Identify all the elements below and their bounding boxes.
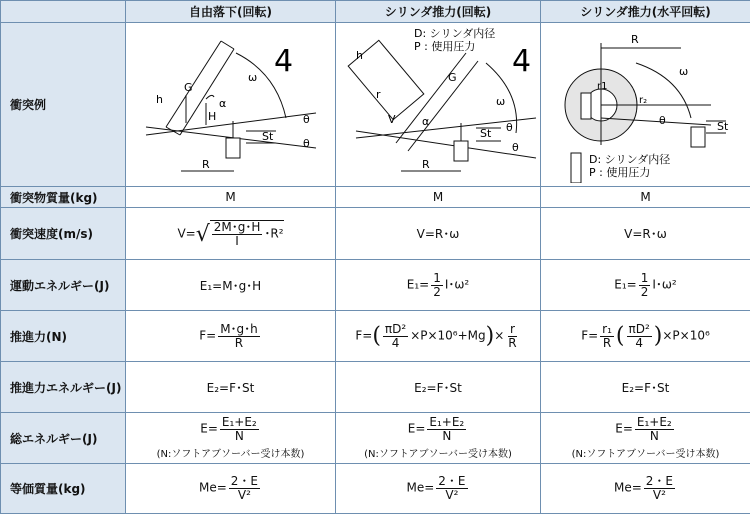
- equiv-mass-1: Me= $\frac{2・E}{\text{V²}}$: [126, 464, 336, 514]
- total-energy-label: 総エネルギー(J): [1, 413, 126, 464]
- equiv-mass-row: [1, 464, 750, 514]
- num-label: 4: [274, 44, 293, 79]
- mass-row: [1, 187, 750, 208]
- r-label-3: R: [631, 33, 639, 46]
- thrust-label: 推進力(N): [1, 311, 126, 362]
- thrust-row: [1, 311, 750, 362]
- r2-label: r₂: [639, 95, 647, 106]
- omega-label-2: ω: [496, 95, 505, 108]
- velocity-2: V=R･ω: [336, 208, 541, 260]
- velocity-3: V=R･ω: [541, 208, 750, 260]
- total-energy-3: E= $\frac{\text{E₁+E₂}}{N}$ (N:ソフトアブソーバー受け本数): [541, 413, 750, 464]
- equiv-mass-label: 等価質量(kg): [1, 464, 126, 514]
- legend-d-2: D: シリンダ内径: [589, 152, 670, 166]
- mass-1: M: [126, 187, 336, 208]
- g-label: G: [184, 81, 193, 94]
- equiv-mass-2: Me= $\frac{2・E}{\text{V²}}$: [336, 464, 541, 514]
- header-row: [1, 1, 750, 23]
- st-label-2: St: [480, 127, 492, 140]
- theta-label-3: θ: [506, 121, 513, 134]
- r1-label: r1: [597, 81, 607, 92]
- total-energy-row: [1, 413, 750, 464]
- omega-label: ω: [248, 71, 257, 84]
- mass-2: M: [336, 187, 541, 208]
- free-fall-diagram: [126, 23, 335, 183]
- g-label-2: G: [448, 71, 457, 84]
- h-label: h: [156, 93, 163, 106]
- header-cylinder-rotation: シリンダ推力(回転): [336, 1, 541, 23]
- diagram-cylinder-rotation: [336, 23, 541, 187]
- v-frac: $\frac{2M･g･H}{I}$: [212, 221, 263, 247]
- theta-label-1: θ: [303, 113, 310, 126]
- cylinder-rotation-diagram: [336, 23, 540, 183]
- example-label: 衝突例: [1, 23, 126, 187]
- st-label: St: [262, 130, 274, 143]
- r-label: R: [202, 158, 210, 171]
- thrust-energy-1: E₂=F･St: [126, 362, 336, 413]
- num-label-2: 4: [512, 44, 531, 79]
- total-energy-1: E= $\frac{\text{E₁+E₂}}{N}$ (N:ソフトアブソーバー受け本数): [126, 413, 336, 464]
- kinetic-3: E₁= $\frac{1}{2}$ I･ω²: [541, 260, 750, 311]
- h-label-2: h: [356, 49, 363, 62]
- velocity-1: [126, 208, 336, 260]
- velocity-label: 衝突速度(m/s): [1, 208, 126, 260]
- theta-label-5: θ: [659, 114, 666, 127]
- header-blank: [1, 1, 126, 23]
- legend-p-2: P : 使用圧力: [589, 165, 650, 179]
- thrust-1: F= $\frac{M･g･h}{R}$: [126, 311, 336, 362]
- diagram-free-fall: [126, 23, 336, 187]
- v-lhs: V=: [177, 227, 195, 241]
- alpha-label-2: α: [422, 115, 429, 128]
- velocity-row: [1, 208, 750, 260]
- legend-p: P : 使用圧力: [414, 39, 475, 53]
- thrust-energy-row: [1, 362, 750, 413]
- sqrt-sign: √: [196, 222, 210, 247]
- mass-label: 衝突物質量(kg): [1, 187, 126, 208]
- mass-3: M: [541, 187, 750, 208]
- kinetic-1: E₁=M･g･H: [126, 260, 336, 311]
- st-label-3: St: [717, 120, 729, 133]
- diagram-cylinder-horizontal: [541, 23, 750, 187]
- theta-label-2: θ: [303, 137, 310, 150]
- small-r-label: r: [376, 88, 381, 101]
- header-cylinder-horizontal: シリンダ推力(水平回転): [541, 1, 750, 23]
- thrust-energy-label: 推進力エネルギー(J): [1, 362, 126, 413]
- cylinder-horizontal-diagram: [541, 23, 750, 183]
- header-free-fall: 自由落下(回転): [126, 1, 336, 23]
- thrust-2: F=( $\frac{\text{πD²}}{4}$ ×P×10⁶+Mg)× $\frac{r}{R}$: [336, 311, 541, 362]
- thrust-energy-3: E₂=F･St: [541, 362, 750, 413]
- sqrt-body: $\frac{2M･g･H}{I}$ ･R²: [210, 220, 284, 247]
- example-row: [1, 23, 750, 187]
- legend-d: D: シリンダ内径: [414, 26, 495, 40]
- theta-label-4: θ: [512, 141, 519, 154]
- omega-label-3: ω: [679, 65, 688, 78]
- kinetic-2: E₁= $\frac{1}{2}$ I･ω²: [336, 260, 541, 311]
- kinetic-label: 運動エネルギー(J): [1, 260, 126, 311]
- big-h-label: H: [208, 110, 216, 123]
- thrust-energy-2: E₂=F･St: [336, 362, 541, 413]
- r-label-2: R: [422, 158, 430, 171]
- total-energy-2: E= $\frac{\text{E₁+E₂}}{N}$ (N:ソフトアブソーバー受け本数): [336, 413, 541, 464]
- thrust-3: F= $\frac{\text{r₁}}{R}$ ( $\frac{\text{πD²}}{4}$ )×P×10⁶: [541, 311, 750, 362]
- equiv-mass-3: Me= $\frac{2・E}{\text{V²}}$: [541, 464, 750, 514]
- v-label: V: [388, 113, 396, 126]
- alpha-label: α: [219, 97, 226, 110]
- kinetic-row: [1, 260, 750, 311]
